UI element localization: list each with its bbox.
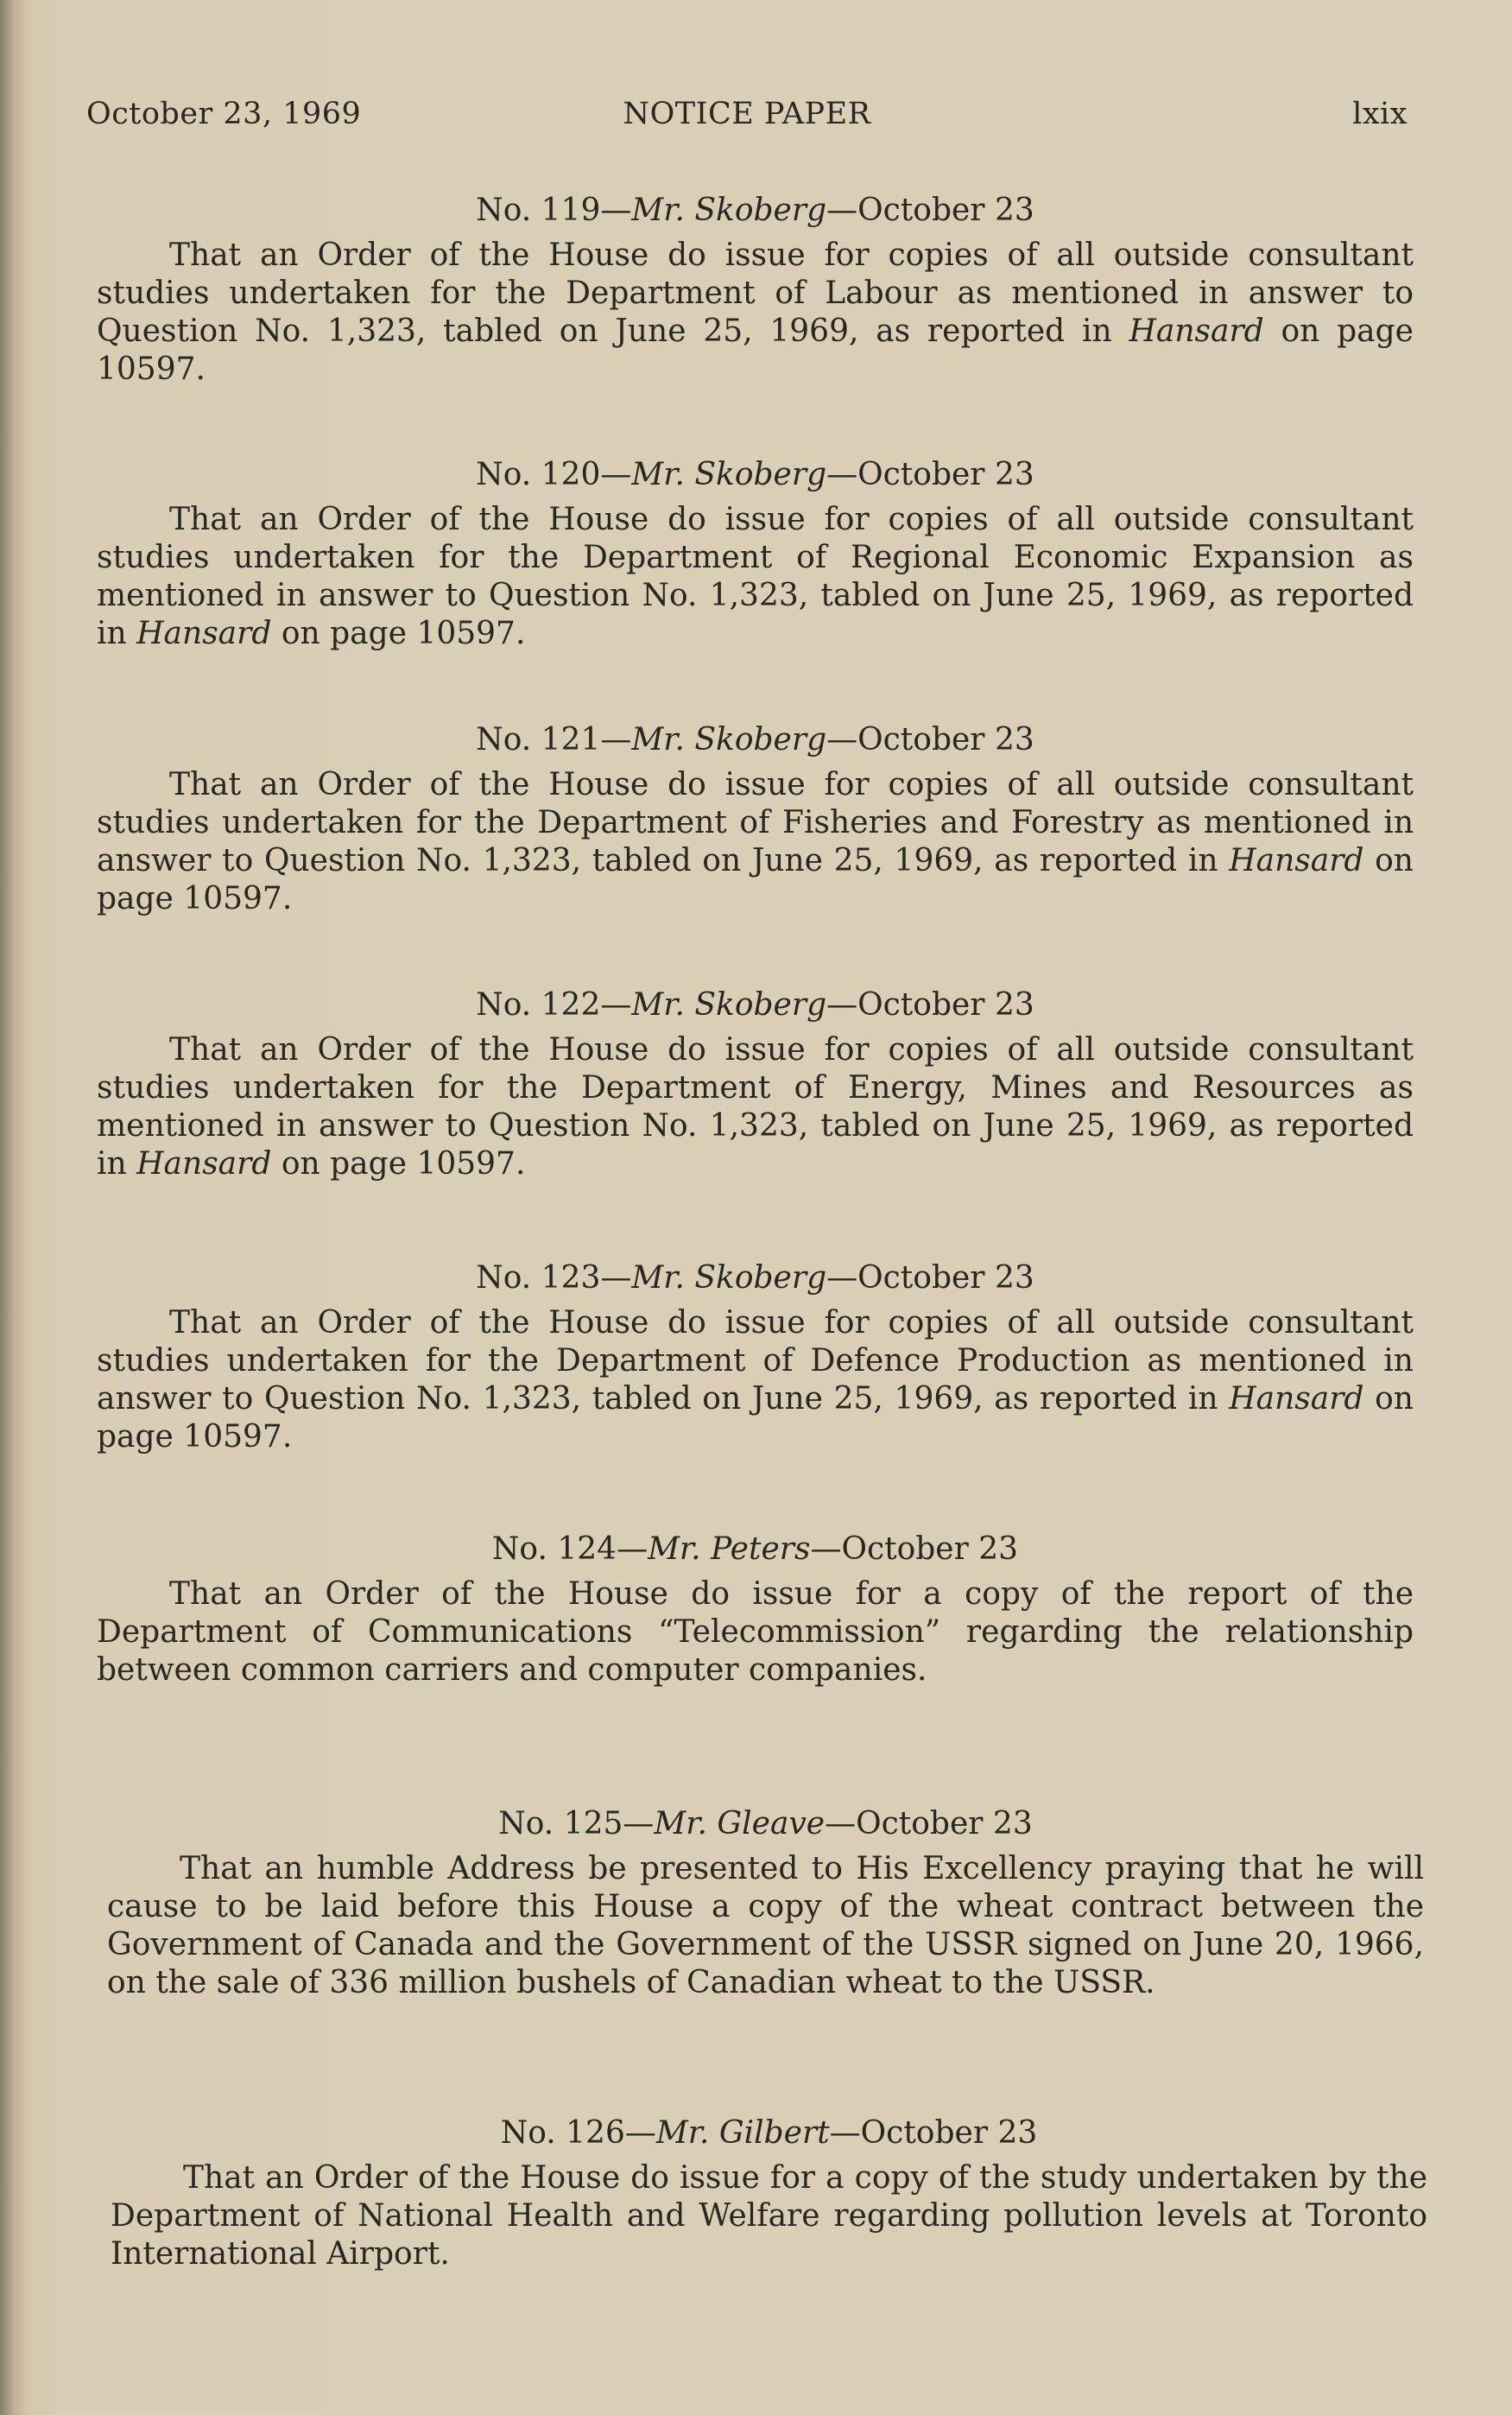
notice-italic: Hansard (1229, 1381, 1364, 1417)
notice-text-end: on page 10597. (97, 1381, 1414, 1455)
notice-body (97, 1304, 1414, 1456)
header-date: October 23, 1969 (86, 97, 362, 131)
notice-member: Mr. Skoberg (631, 193, 827, 228)
notice-heading (97, 456, 1414, 494)
notice-124 (97, 1531, 1414, 1689)
notice-126 (111, 2114, 1427, 2273)
notice-119 (97, 192, 1414, 389)
notice-body (97, 501, 1414, 653)
notice-number: No. 123— (476, 1260, 632, 1296)
notice-text: That an Order of the House do issue for copies of all outside consultant studies undertaken for the Department of Fisheries and Forestry as mentioned in answer to Question No. 1,323, tabled on June 25, 1969, as reported in (97, 767, 1414, 878)
notice-body (107, 1850, 1424, 2002)
notice-text: That an humble Address be presented to His Excellency praying that he will cause to be laid before this House a copy of the wheat contract between the Government of Canada and the Government of the USSR signed on June 20, 1966, on the sale of 336 million bushels of Canadian wheat to the USSR. (107, 1851, 1424, 2000)
notice-122 (97, 986, 1414, 1183)
notice-member: Mr. Skoberg (631, 1260, 827, 1296)
notice-heading (97, 1531, 1414, 1569)
notice-text: That an Order of the House do issue for copies of all outside consultant studies undertaken for the Department of Energy, Mines and Resources as mentioned in answer to Question No. 1,323, tabled on June 25, 1969, as reported in (97, 1032, 1414, 1182)
notice-123 (97, 1259, 1414, 1456)
notice-number: No. 125— (498, 1806, 655, 1841)
notice-date: —October 23 (826, 722, 1034, 757)
notice-date: —October 23 (826, 1260, 1034, 1296)
notice-member: Mr. Skoberg (631, 987, 827, 1023)
notice-text-end: on page 10597. (271, 616, 526, 651)
notice-text: That an Order of the House do issue for a copy of the study undertaken by the Department of National Health and Welfare regarding pollution levels at Toronto International Airport. (111, 2160, 1427, 2272)
notice-text: That an Order of the House do issue for copies of all outside consultant studies undertaken for the Department of Regional Economic Expansion as mentioned in answer to Question No. 1,323, tabled on June 25, 1969, as reported in (97, 502, 1414, 651)
notice-number: No. 126— (500, 2115, 656, 2151)
notice-heading (111, 2114, 1427, 2152)
notice-body (97, 766, 1414, 918)
notice-member: Mr. Gilbert (655, 2115, 830, 2151)
notice-member: Mr. Peters (648, 1531, 811, 1567)
notice-text: That an Order of the House do issue for a copy of the report of the Department of Communications “Telecommission” regarding the relationship between common carriers and computer companies. (97, 1576, 1414, 1688)
notice-number: No. 121— (476, 722, 632, 757)
notice-body (111, 2159, 1427, 2273)
notice-number: No. 122— (476, 987, 632, 1023)
notice-member: Mr. Skoberg (631, 722, 827, 757)
notice-text-end: on page 10597. (97, 314, 1414, 387)
notice-heading (97, 1259, 1414, 1297)
notice-text-end: on page 10597. (97, 843, 1414, 916)
notice-heading (97, 192, 1414, 230)
notice-body (97, 237, 1414, 389)
notice-member: Mr. Gleave (654, 1806, 826, 1841)
notice-date: —October 23 (829, 2115, 1038, 2151)
header-title: NOTICE PAPER (623, 97, 871, 131)
notice-body (97, 1575, 1414, 1689)
notice-125 (107, 1805, 1424, 2002)
notice-date: —October 23 (826, 193, 1034, 228)
notice-number: No. 124— (491, 1531, 648, 1567)
notice-member: Mr. Skoberg (631, 457, 827, 492)
notice-heading (97, 721, 1414, 759)
notice-body (97, 1031, 1414, 1183)
notice-120 (97, 456, 1414, 653)
notice-121 (97, 721, 1414, 918)
notice-italic: Hansard (1229, 843, 1364, 878)
notice-text-end: on page 10597. (271, 1146, 526, 1182)
notice-date: —October 23 (810, 1531, 1019, 1567)
notice-italic: Hansard (1129, 314, 1264, 349)
notice-italic: Hansard (136, 616, 272, 651)
header-page-number: lxix (1352, 97, 1408, 131)
notice-number: No. 120— (476, 457, 632, 492)
notice-heading (107, 1805, 1424, 1843)
notice-text: That an Order of the House do issue for copies of all outside consultant studies undertaken for the Department of Labour as mentioned in answer to Question No. 1,323, tabled on June 25, 1969, as reported in (97, 238, 1414, 349)
notice-date: —October 23 (826, 987, 1034, 1023)
notice-date: —October 23 (825, 1806, 1033, 1841)
notice-date: —October 23 (826, 457, 1034, 492)
page-header (86, 97, 1408, 140)
notice-heading (97, 986, 1414, 1024)
notice-text: That an Order of the House do issue for copies of all outside consultant studies undertaken for the Department of Defence Production as mentioned in answer to Question No. 1,323, tabled on June 25, 1969, as reported in (97, 1305, 1414, 1417)
notice-italic: Hansard (136, 1146, 272, 1182)
notice-number: No. 119— (476, 193, 632, 228)
